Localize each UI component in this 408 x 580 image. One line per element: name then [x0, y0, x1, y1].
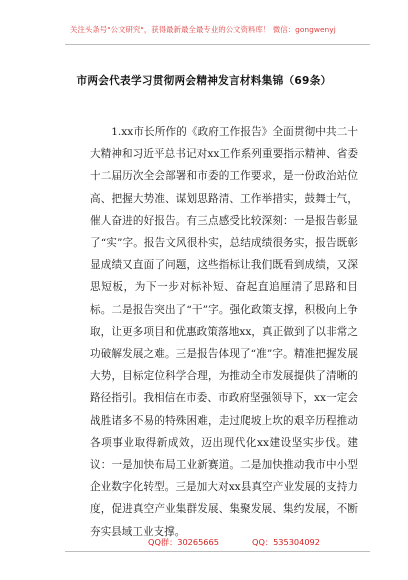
footer-qq-number: QQ：535304092 — [252, 537, 320, 547]
document-title: 市两会代表学习贯彻两会精神发言材料集锦（69条） — [76, 75, 332, 87]
header-divider — [65, 44, 370, 45]
footer — [0, 536, 408, 548]
footer-divider — [65, 551, 370, 552]
body-paragraph: 1.xx市长所作的《政府工作报告》全面贯彻中共二十大精神和习近平总书记对xx工作系列重要指示精神、省委十二届历次全会部署和市委的工作要求，是一份政治站位高、把握大势准、谋划思路清、工作举措实，鼓舞士气，催人奋进的好报告。有三点感受比较深刻：一是报告彰显了“实”字。报告文风很朴实，总结成绩很务实，报告既彰显成绩又直面了问题，这些指标让我们既看到成绩，又深思短板，为下一步对标补短、奋起直追厘清了思路和目标。二是报告突出了“干”字。强化政策支撑，积极向上争取，让更多项目和优惠政策落地xx，真正做到了以非常之功破解发展之难。三是报告体现了“准”字。精准把握发展大势，目标定位科学合理，为推动全市发展提供了清晰的路径指引。我相信在市委、市政府坚强领导下，xx一定会战胜诸多不易的特殊困难，走过爬坡上坎的艰辛历程推动各项事业取得新成效，迈出现代化xx建设坚实步伐。建议：一是加快布局工业新赛道。二是加快推动我市中小型企业数字化转型。三是加大对xx县真空产业发展的支持力度，促进真空产业集群发展、集聚发展、集约发展，不断夯实县域工业支撑。 — [90, 126, 358, 538]
footer-qq-group: QQ群：30265665 — [148, 537, 219, 547]
header-banner: 关注头条号"公文研究"，获得最新最全最专业的公文资料库！ 微信：gongwenyj — [70, 25, 336, 34]
